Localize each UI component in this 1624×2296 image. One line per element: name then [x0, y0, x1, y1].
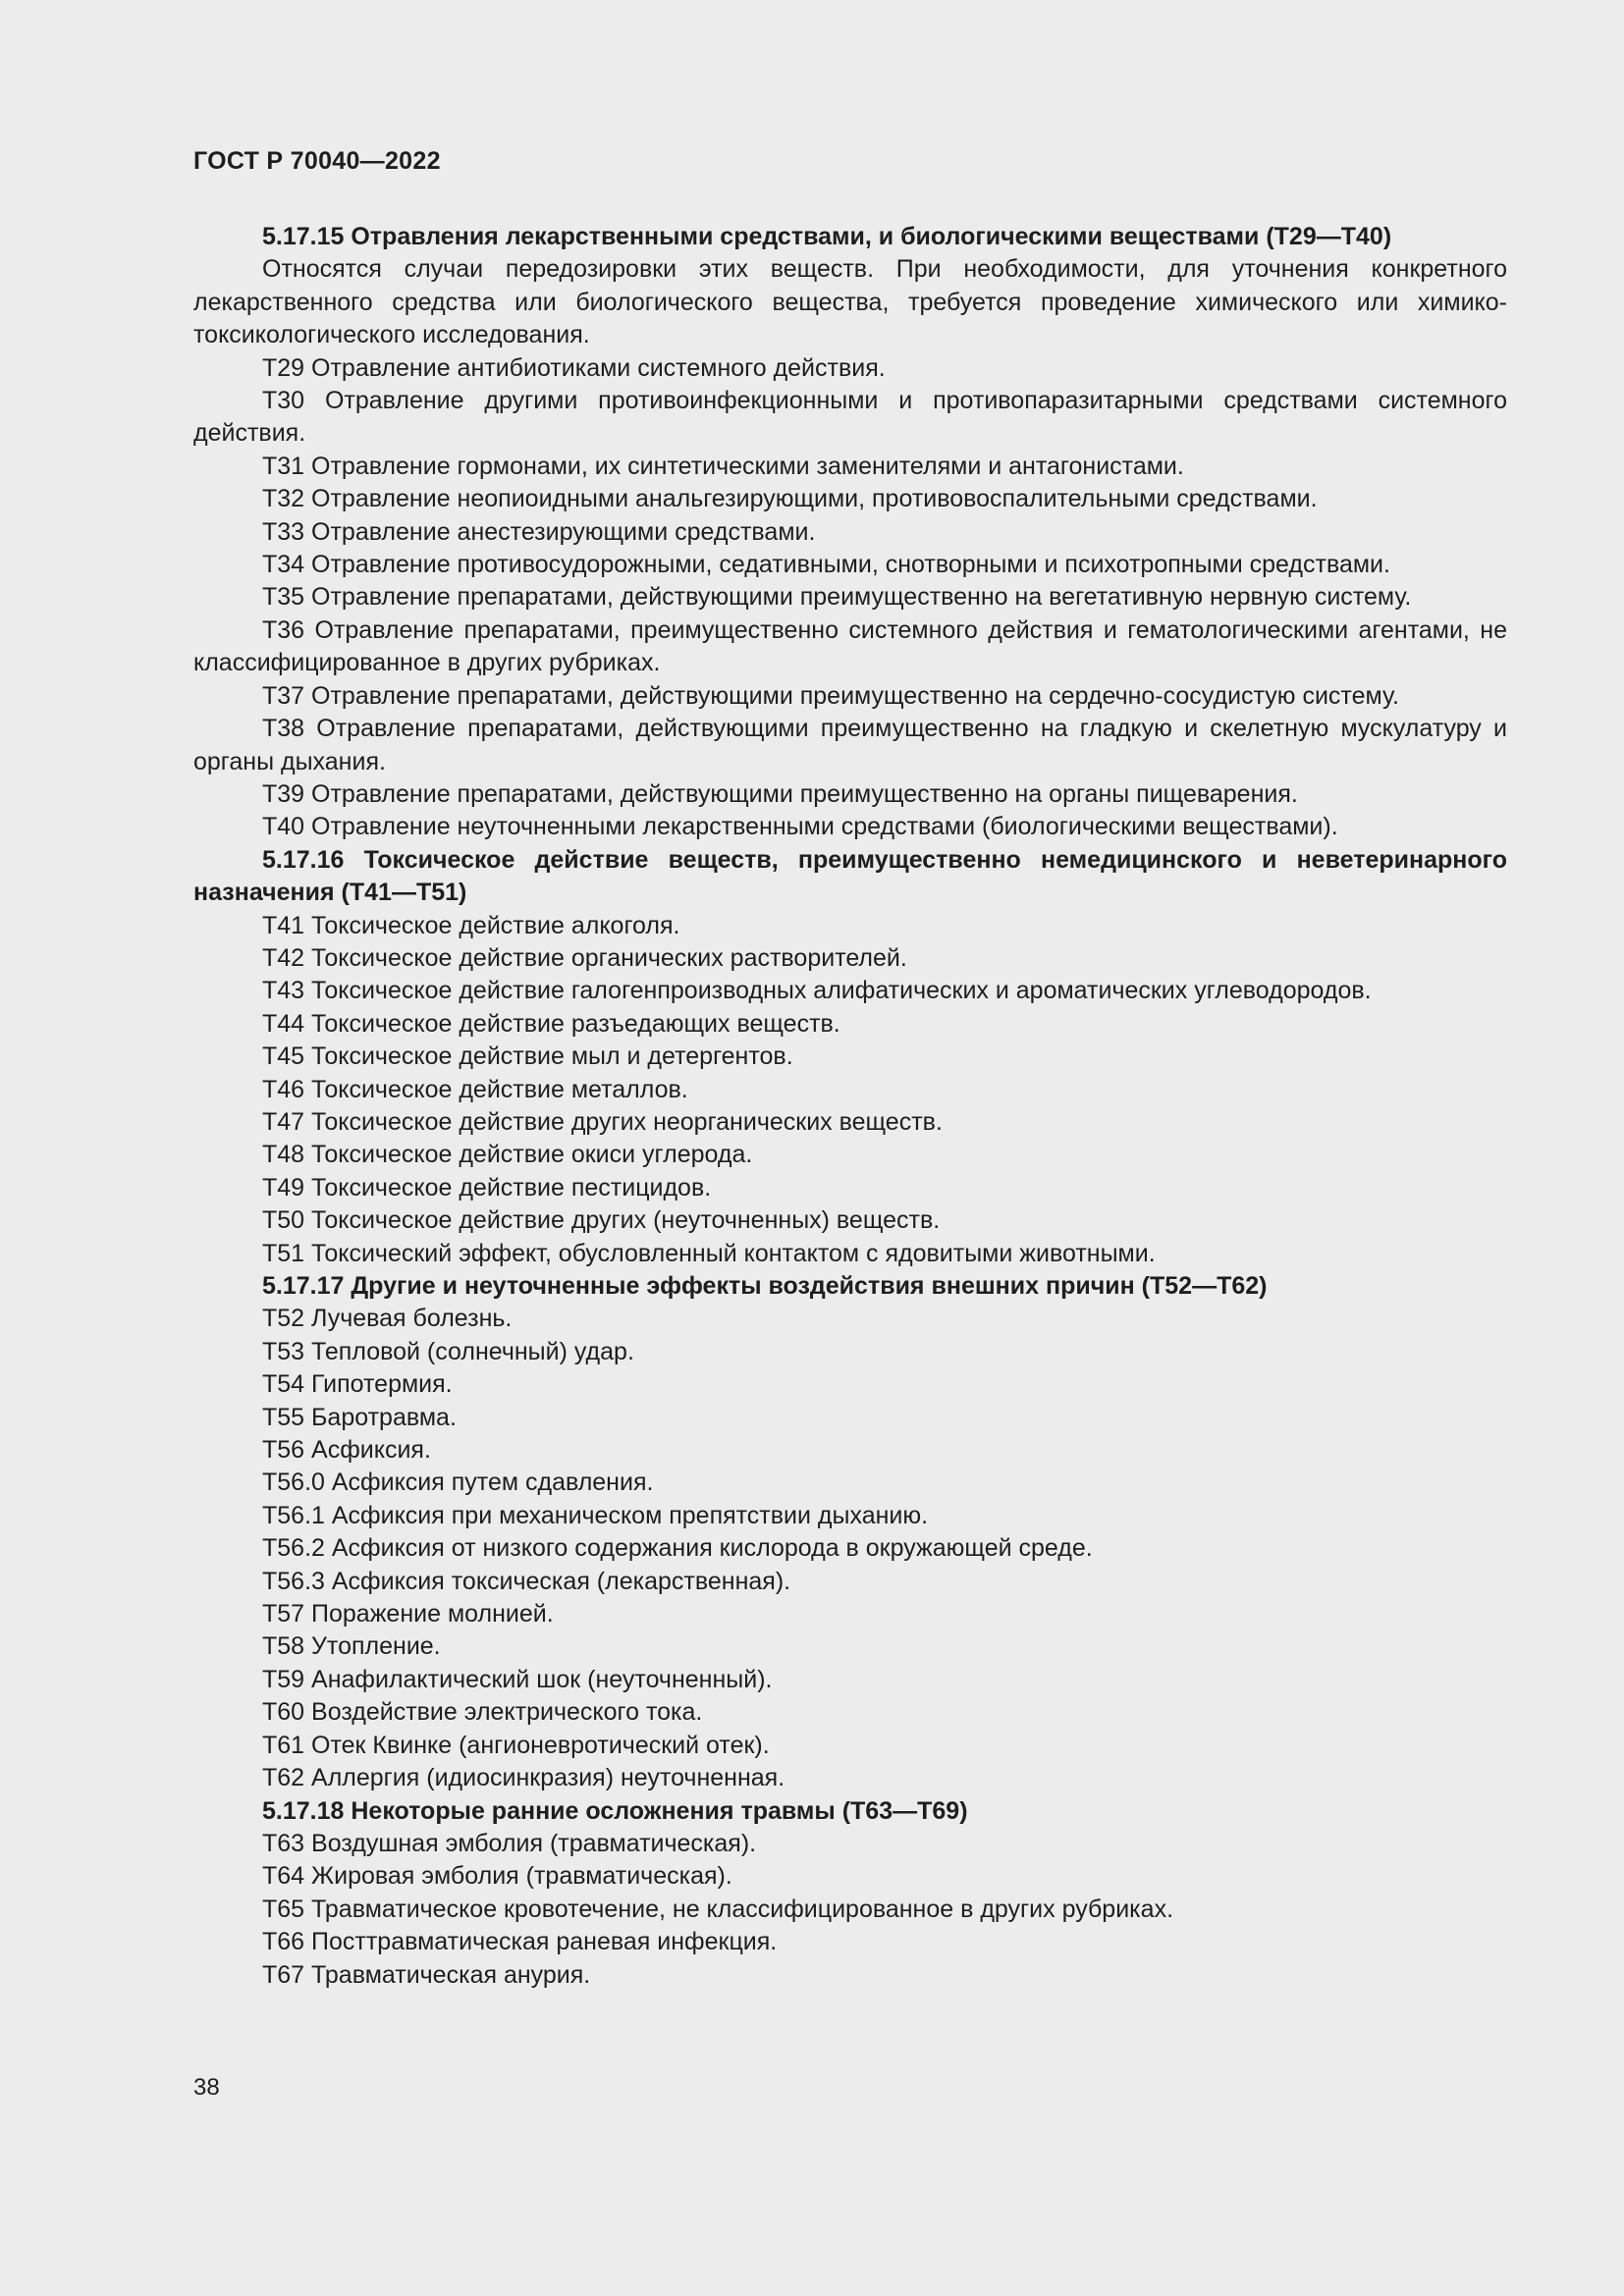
code-list-item: Т44 Токсическое действие разъедающих веществ.	[262, 1009, 840, 1038]
code-list-item: Т47 Токсическое действие других неорганических веществ.	[262, 1107, 943, 1136]
code-list-item: Т57 Поражение молнией.	[262, 1600, 554, 1629]
code-list-item: Т29 Отравление антибиотиками системного действия.	[262, 353, 886, 382]
document-code-header: ГОСТ Р 70040—2022	[193, 147, 441, 175]
code-list-item: Т55 Баротравма.	[262, 1403, 457, 1431]
body-paragraph: Относятся случаи передозировки этих веществ. При необходимости, для уточнения конкретного лекарственного средства или биологического вещества, требуется проведение химического или химико-токсикологического исследования.	[193, 255, 1507, 349]
code-list-item: Т61 Отек Квинке (ангионевротический отек).	[262, 1731, 770, 1759]
code-list-item: Т36 Отравление препаратами, преимущественно системного действия и гематологическими агентами, не классифицированное в других рубриках.	[193, 615, 1507, 677]
code-list-item: Т58 Утопление.	[262, 1632, 441, 1661]
code-list-item: Т45 Токсическое действие мыл и детергентов.	[262, 1042, 793, 1071]
code-list-item: Т56.0 Асфиксия путем сдавления.	[262, 1468, 654, 1497]
document-body	[193, 221, 1507, 1992]
code-list-item: Т54 Гипотермия.	[262, 1370, 453, 1399]
code-list-item: Т56.1 Асфиксия при механическом препятствии дыханию.	[262, 1501, 929, 1529]
code-list-item: Т32 Отравление неопиоидными анальгезирующими, противовоспалительными средствами.	[262, 485, 1318, 513]
code-list-item: Т42 Токсическое действие органических растворителей.	[262, 943, 907, 972]
code-list-item: Т66 Посттравматическая раневая инфекция.	[262, 1928, 778, 1956]
section-heading: 5.17.16 Токсическое действие веществ, преимущественно немедицинского и неветеринарного назначения (Т41—Т51)	[193, 845, 1507, 907]
code-list-item: Т56.3 Асфиксия токсическая (лекарственная).	[262, 1567, 791, 1595]
code-list-item: Т56.2 Асфиксия от низкого содержания кислорода в окружающей среде.	[262, 1534, 1093, 1563]
code-list-item: Т64 Жировая эмболия (травматическая).	[262, 1862, 732, 1891]
code-list-item: Т37 Отравление препаратами, действующими преимущественно на сердечно-сосудистую систему.	[262, 681, 1399, 710]
code-list-item: Т62 Аллергия (идиосинкразия) неуточненная.	[262, 1764, 785, 1792]
code-list-item: Т49 Токсическое действие пестицидов.	[262, 1173, 712, 1201]
code-list-item: Т46 Токсическое действие металлов.	[262, 1075, 688, 1103]
code-list-item: Т52 Лучевая болезнь.	[262, 1305, 513, 1333]
code-list-item: Т59 Анафилактический шок (неуточненный).	[262, 1665, 773, 1693]
section-heading: 5.17.15 Отравления лекарственными средствами, и биологическими веществами (Т29—Т40)	[262, 223, 1392, 250]
code-list-item: Т34 Отравление противосудорожными, седативными, снотворными и психотропными средствами.	[262, 551, 1390, 579]
code-list-item: Т63 Воздушная эмболия (травматическая).	[262, 1829, 757, 1857]
section-heading: 5.17.17 Другие и неуточненные эффекты воздействия внешних причин (Т52—Т62)	[262, 1272, 1268, 1300]
code-list-item: Т35 Отравление препаратами, действующими преимущественно на вегетативную нервную систему.	[262, 583, 1412, 612]
code-list-item: Т40 Отравление неуточненными лекарственными средствами (биологическими веществами).	[262, 813, 1338, 841]
code-list-item: Т50 Токсическое действие других (неуточненных) веществ.	[262, 1206, 941, 1235]
page-number: 38	[193, 2074, 220, 2101]
code-list-item: Т30 Отравление другими противоинфекционными и противопаразитарными средствами системного действия.	[193, 387, 1507, 448]
code-list-item: Т43 Токсическое действие галогенпроизводных алифатических и ароматических углеводородов.	[262, 977, 1372, 1005]
section-heading: 5.17.18 Некоторые ранние осложнения травмы (Т63—Т69)	[262, 1796, 968, 1825]
code-list-item: Т39 Отравление препаратами, действующими преимущественно на органы пищеварения.	[262, 779, 1298, 808]
code-list-item: Т67 Травматическая анурия.	[262, 1960, 591, 1989]
code-list-item: Т41 Токсическое действие алкоголя.	[262, 911, 680, 939]
code-list-item: Т31 Отравление гормонами, их синтетическими заменителями и антагонистами.	[262, 452, 1184, 480]
code-list-item: Т65 Травматическое кровотечение, не классифицированное в других рубриках.	[262, 1895, 1174, 1923]
code-list-item: Т51 Токсический эффект, обусловленный контактом с ядовитыми животными.	[262, 1239, 1156, 1267]
code-list-item: Т53 Тепловой (солнечный) удар.	[262, 1337, 634, 1365]
code-list-item: Т33 Отравление анестезирующими средствами.	[262, 517, 816, 546]
code-list-item: Т38 Отравление препаратами, действующими преимущественно на гладкую и скелетную мускулатуру и органы дыхания.	[193, 715, 1507, 775]
code-list-item: Т48 Токсическое действие окиси углерода.	[262, 1141, 753, 1169]
code-list-item: Т60 Воздействие электрического тока.	[262, 1698, 703, 1727]
code-list-item: Т56 Асфиксия.	[262, 1436, 431, 1465]
